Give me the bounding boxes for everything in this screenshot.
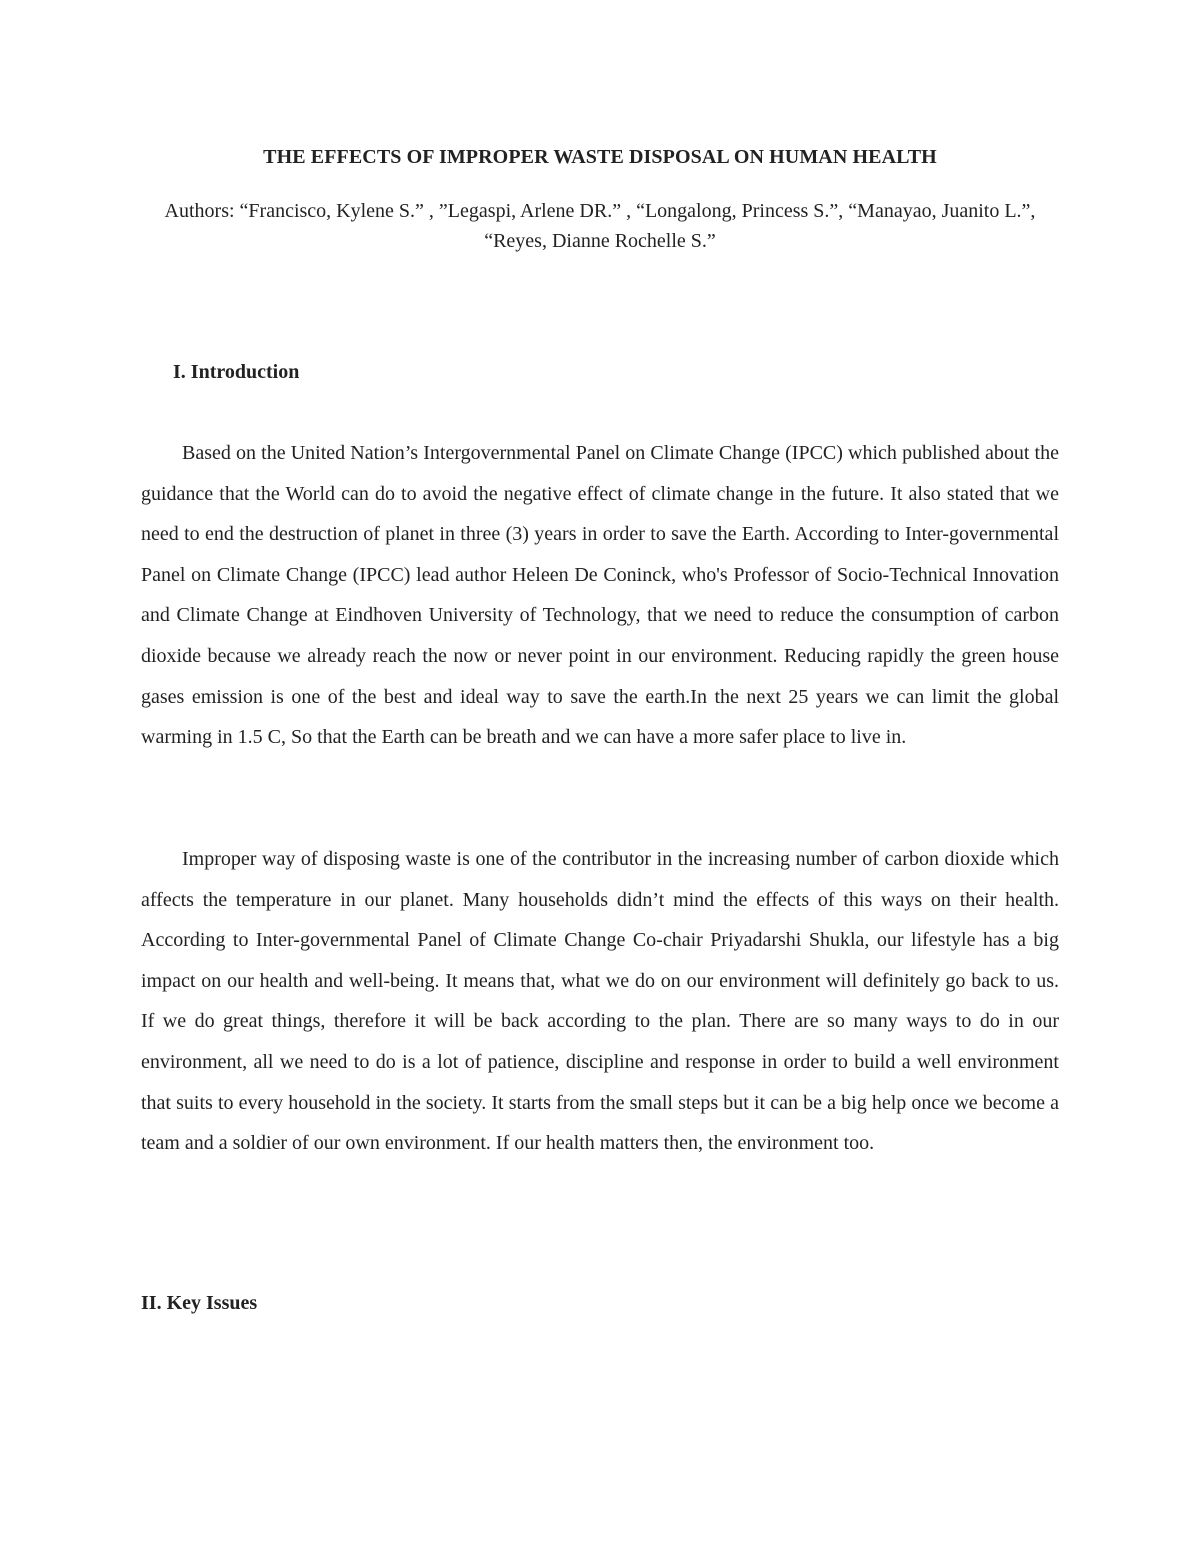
body-paragraph: Based on the United Nation’s Intergovernmental Panel on Climate Change (IPCC) which published about the guidance that the World can do to avoid the negative effect of climate change in the future. It also stated that we need to end the destruction of planet in three (3) years in order to save the Earth. According to Inter-governmental Panel on Climate Change (IPCC) lead author Heleen De Coninck, who's Professor of Socio-Technical Innovation and Climate Change at Eindhoven University of Technology, that we need to reduce the consumption of carbon dioxide because we already reach the now or never point in our environment. Reducing rapidly the green house gases emission is one of the best and ideal way to save the earth.In the next 25 years we can limit the global warming in 1.5 C, So that the Earth can be breath and we can have a more safer place to live in. [141, 442, 1059, 749]
body-paragraph: Improper way of disposing waste is one of the contributor in the increasing number of carbon dioxide which affects the temperature in our planet. Many households didn’t mind the effects of this ways on their health. According to Inter-governmental Panel of Climate Change Co-chair Priyadarshi Shukla, our lifestyle has a big impact on our health and well-being. It means that, what we do on our environment will definitely go back to us. If we do great things, therefore it will be back according to the plan. There are so many ways to do in our environment, all we need to do is a lot of patience, discipline and response in order to build a well environment that suits to every household in the society. It starts from the small steps but it can be a big help once we become a team and a soldier of our own environment. If our health matters then, the environment too. [141, 848, 1059, 1155]
introduction-paragraph-1-block [141, 433, 1059, 758]
introduction-paragraph-2-block [141, 839, 1059, 1164]
section-heading-key-issues: II. Key Issues [141, 1292, 258, 1314]
author-list: Authors: “Francisco, Kylene S.” , ”Legaspi, Arlene DR.” , “Longalong, Princess S.”, “Manayao, Juanito L.”, “Reyes, Dianne Rochelle S.” [164, 200, 1036, 252]
document-title: THE EFFECTS OF IMPROPER WASTE DISPOSAL ON HUMAN HEALTH [263, 146, 937, 168]
section-heading-introduction: I. Introduction [173, 361, 300, 383]
